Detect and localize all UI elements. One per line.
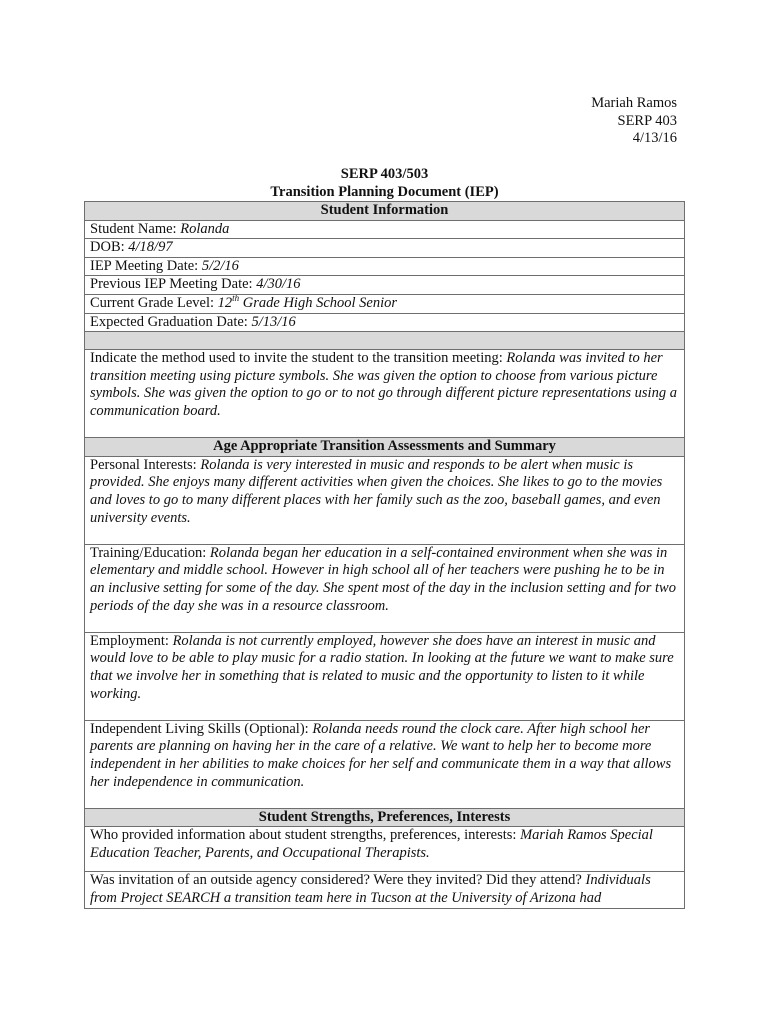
table-row xyxy=(85,438,685,457)
outside-agency-value: Individuals from Project SEARCH a transition team here in Tucson at the University of Arizona had xyxy=(90,872,651,906)
graduation-date-value: 5/13/16 xyxy=(251,313,296,330)
title-line-document: Transition Planning Document (IEP) xyxy=(270,183,499,200)
independent-living-label: Independent Living Skills (Optional): xyxy=(90,720,313,737)
table-row xyxy=(85,220,685,239)
transition-planning-table xyxy=(84,201,685,909)
dob-cell xyxy=(85,239,685,258)
iep-meeting-date-label: IEP Meeting Date: xyxy=(90,257,202,274)
employment-value: Rolanda is not currently employed, however she does have an interest in music and would love to be able to play music for a radio station. In looking at the future we want to make sure that we involve her in something that is related to music and the opportunity to listen to it while working. xyxy=(90,632,674,702)
info-providers-cell xyxy=(85,827,685,872)
personal-interests-value: Rolanda is very interested in music and responds to be alert when music is provided. She enjoys many different activities when given the choices. She likes to go to the movies and loves to go to many different places with her family such as the zoo, baseball games, and even university events. xyxy=(90,456,663,526)
dob-label: DOB: xyxy=(90,239,129,256)
table-row xyxy=(85,456,685,544)
course-code: SERP 403 xyxy=(617,112,677,129)
graduation-date-label: Expected Graduation Date: xyxy=(90,313,252,330)
invite-method-value: Rolanda was invited to her transition meeting using picture symbols. She was given the option to choose from various picture symbols. She was given the option to go or to not go through different picture representations using a communication board. xyxy=(90,350,677,419)
training-education-label: Training/Education: xyxy=(90,544,210,561)
strengths-heading: Student Strengths, Preferences, Interests xyxy=(85,808,685,827)
table-row xyxy=(85,544,685,632)
invite-method-cell xyxy=(85,350,685,438)
student-name-value: Rolanda xyxy=(180,220,230,237)
assessments-heading: Age Appropriate Transition Assessments and Summary xyxy=(85,438,685,457)
table-row xyxy=(85,239,685,258)
header-block xyxy=(591,95,677,148)
previous-iep-date-label: Previous IEP Meeting Date: xyxy=(90,276,257,293)
table-row xyxy=(85,294,685,313)
table-row xyxy=(85,632,685,720)
training-education-value: Rolanda began her education in a self-contained environment when she was in elementary and middle school. However in high school all of her teachers were pushing he to be in an inclusive setting for some of the day. She spent most of the day in the inclusion setting and for two periods of the day she was in a resource classroom. xyxy=(90,544,676,614)
previous-iep-date-value: 4/30/16 xyxy=(256,276,301,293)
invite-method-label: Indicate the method used to invite the student to the transition meeting: xyxy=(90,350,507,367)
table-row xyxy=(85,808,685,827)
table-row xyxy=(85,350,685,438)
grade-level-cell xyxy=(85,294,685,313)
table-row xyxy=(85,276,685,295)
student-name-cell xyxy=(85,220,685,239)
independent-living-cell xyxy=(85,720,685,808)
table-row xyxy=(85,202,685,221)
outside-agency-cell xyxy=(85,872,685,908)
training-education-cell xyxy=(85,544,685,632)
employment-label: Employment: xyxy=(90,632,173,649)
title-line-course: SERP 403/503 xyxy=(340,166,429,182)
employment-cell xyxy=(85,632,685,720)
iep-meeting-date-cell xyxy=(85,257,685,276)
table-row xyxy=(85,872,685,908)
student-name-label: Student Name: xyxy=(90,220,181,237)
dob-value: 4/18/97 xyxy=(128,239,173,256)
blank-shaded-row xyxy=(85,332,685,350)
table-row xyxy=(85,332,685,350)
student-information-heading: Student Information xyxy=(85,202,685,221)
author-name: Mariah Ramos xyxy=(591,95,677,111)
info-providers-label: Who provided information about student strengths, preferences, interests: xyxy=(90,827,521,844)
table-row xyxy=(85,257,685,276)
info-providers-value: Mariah Ramos Special Education Teacher, Parents, and Occupational Therapists. xyxy=(90,827,653,861)
grade-level-suffix: th xyxy=(232,294,240,304)
outside-agency-label: Was invitation of an outside agency considered? Were they invited? Did they attend? xyxy=(90,872,586,889)
table-row xyxy=(85,313,685,332)
document-title xyxy=(84,166,685,201)
independent-living-value: Rolanda needs round the clock care. After high school her parents are planning on having her in the care of a relative. We want to help her to become more independent in her abilities to make choices for her self and communicate them in a way that allows her independence in communication. xyxy=(90,720,672,790)
personal-interests-cell xyxy=(85,456,685,544)
table-row xyxy=(85,827,685,872)
previous-iep-date-cell xyxy=(85,276,685,295)
iep-meeting-date-value: 5/2/16 xyxy=(201,257,239,274)
grade-level-number: 12 xyxy=(217,294,233,311)
grade-level-rest: Grade High School Senior xyxy=(239,294,398,311)
graduation-date-cell xyxy=(85,313,685,332)
table-row xyxy=(85,720,685,808)
document-date: 4/13/16 xyxy=(632,130,677,146)
personal-interests-label: Personal Interests: xyxy=(90,456,201,473)
grade-level-label: Current Grade Level: xyxy=(90,294,218,311)
